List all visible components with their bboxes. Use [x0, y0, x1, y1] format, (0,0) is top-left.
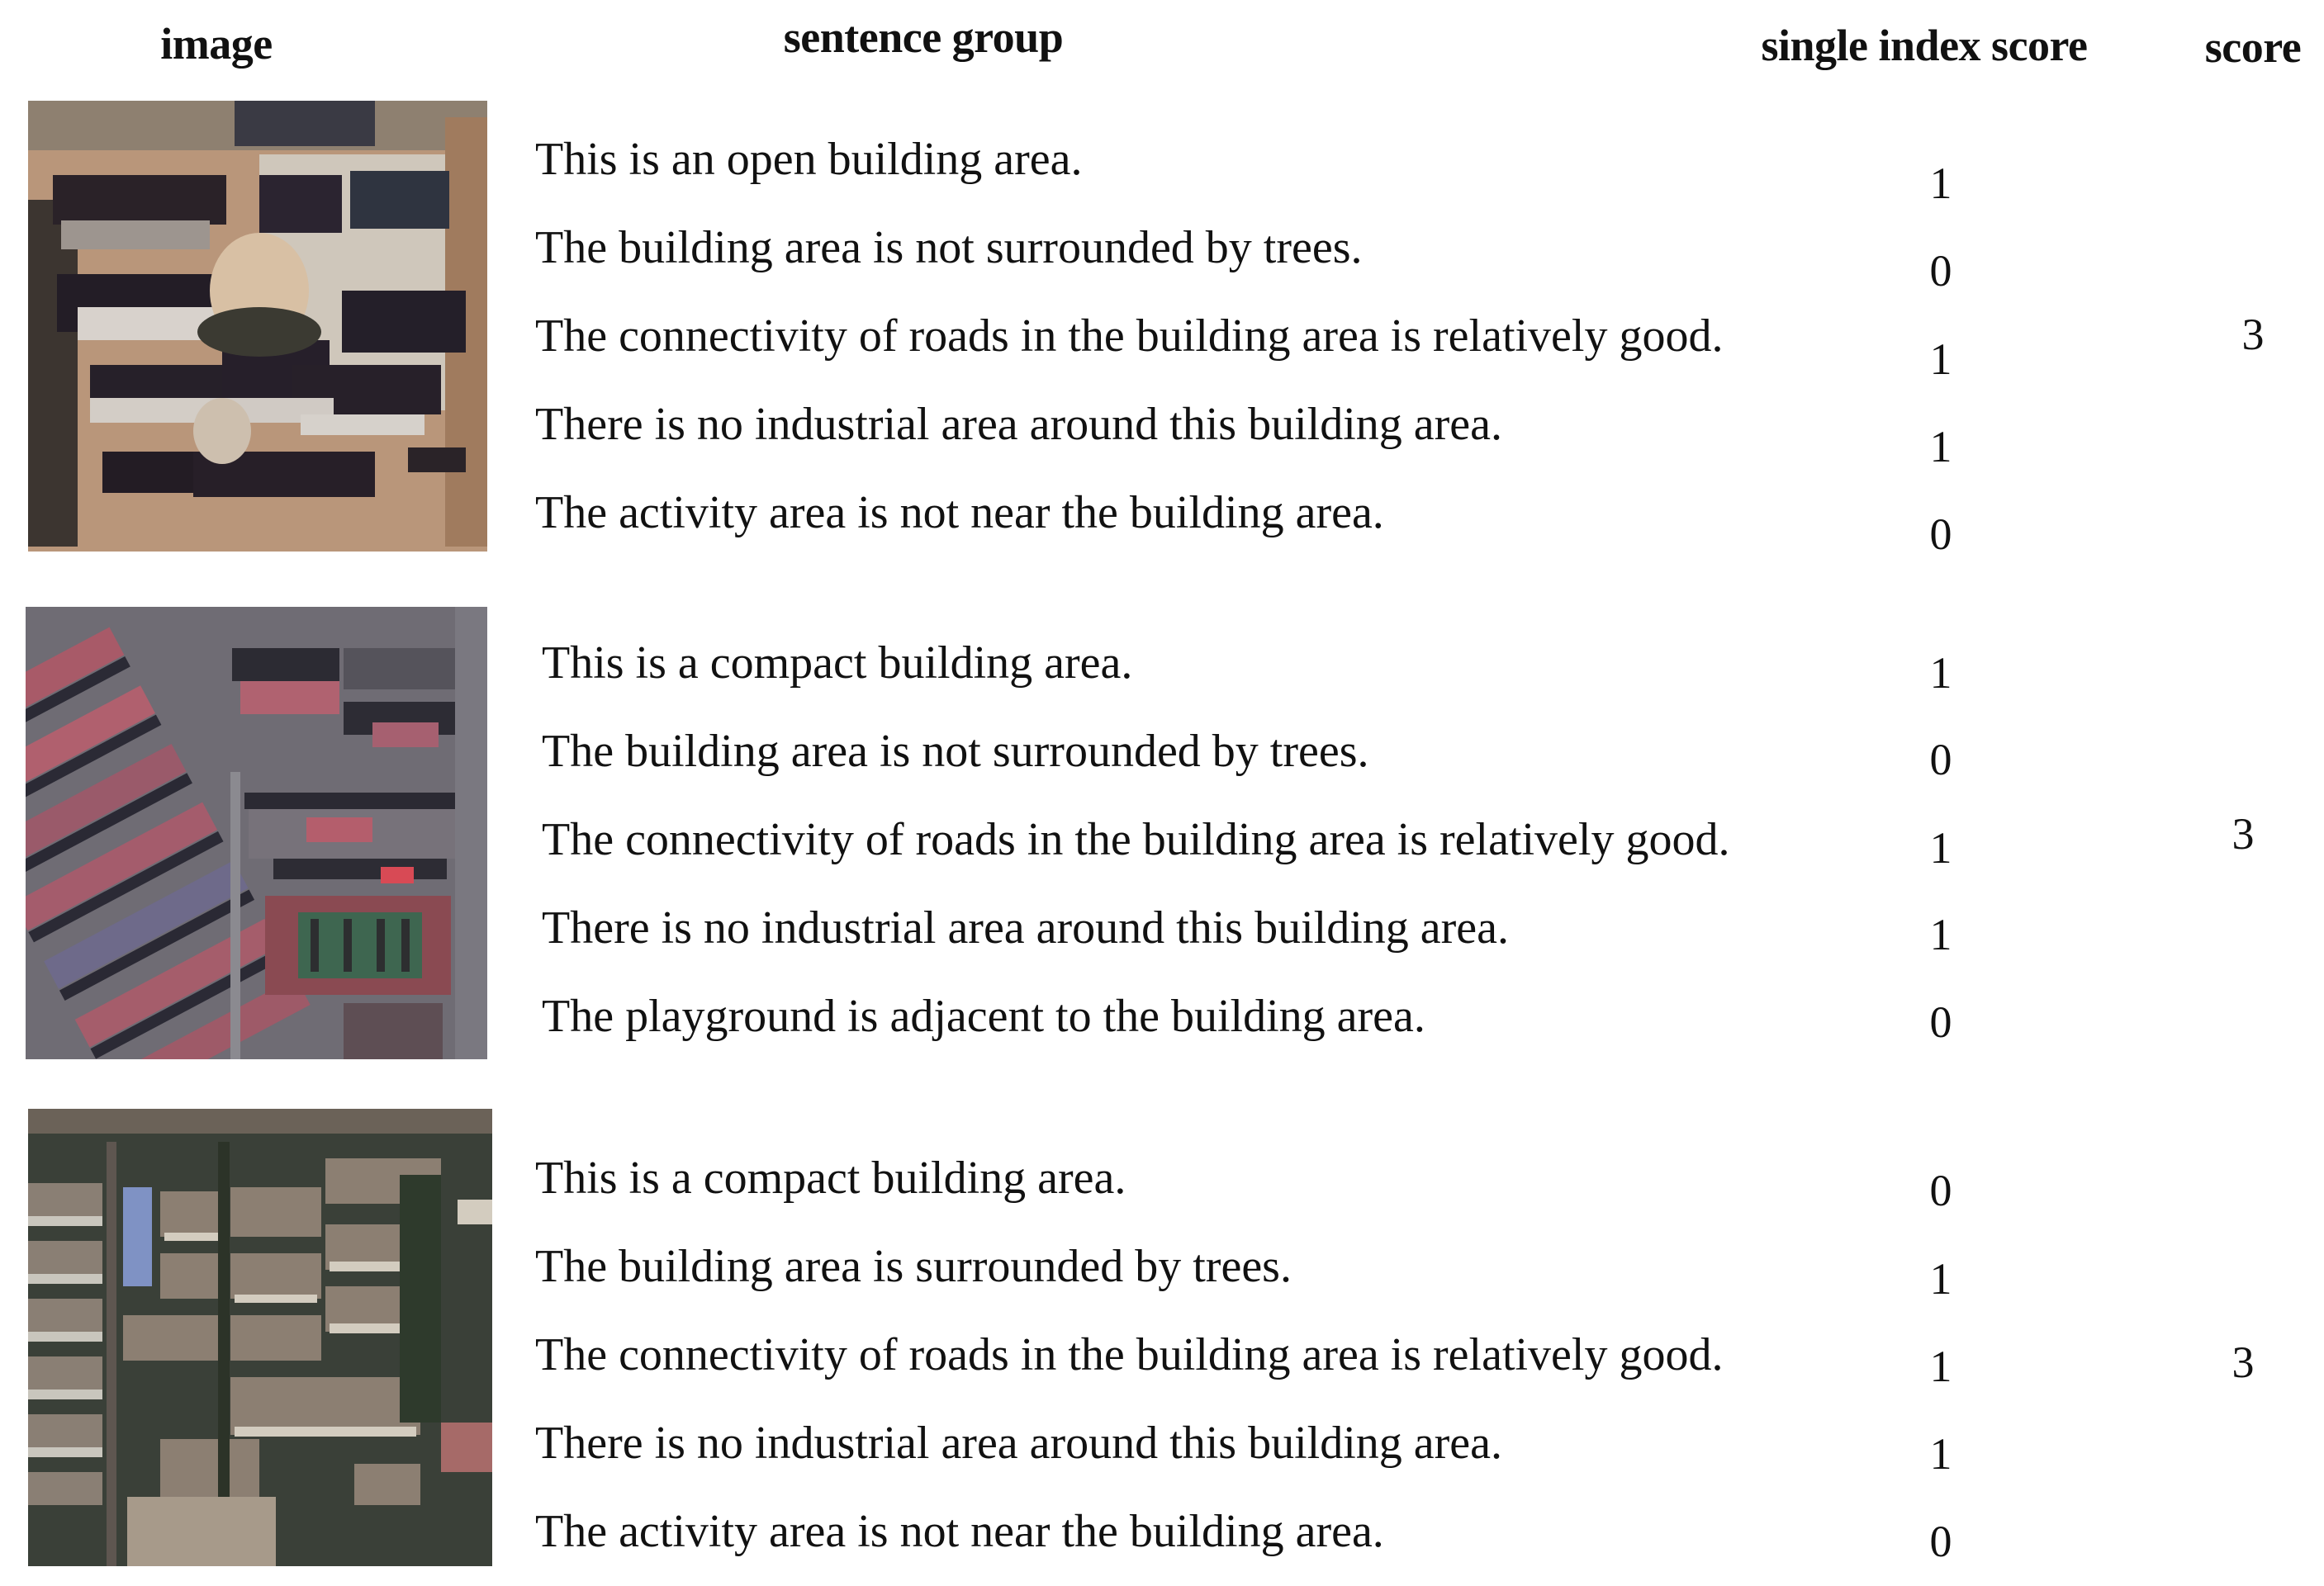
sentence: The connectivity of roads in the building area is relatively good.	[542, 814, 1730, 865]
header-score: score	[2204, 22, 2302, 72]
aerial-image-3	[28, 1109, 492, 1566]
single-index-score: 1	[1929, 910, 1952, 959]
sentence: The connectivity of roads in the building area is relatively good.	[535, 310, 1724, 362]
sentence: The activity area is not near the building area.	[535, 1506, 1384, 1557]
total-score: 3	[2232, 1337, 2255, 1387]
sentence: The playground is adjacent to the building area.	[542, 991, 1425, 1042]
sentence: This is a compact building area.	[542, 637, 1133, 689]
single-index-score: 0	[1929, 509, 1952, 559]
sentence: The activity area is not near the building area.	[535, 487, 1384, 538]
header-image: image	[160, 19, 273, 69]
single-index-score: 1	[1929, 1342, 1952, 1391]
single-index-score: 1	[1929, 1429, 1952, 1479]
sentence: There is no industrial area around this building area.	[535, 399, 1502, 450]
single-index-score: 1	[1929, 422, 1952, 471]
single-index-score: 1	[1929, 334, 1952, 384]
satellite-image-tree-lined-area	[28, 1109, 492, 1566]
sentence: The building area is not surrounded by trees.	[535, 222, 1363, 273]
satellite-image-open-area	[28, 101, 487, 552]
total-score: 3	[2241, 310, 2265, 359]
single-index-score: 0	[1929, 997, 1952, 1047]
sentence: The connectivity of roads in the building area is relatively good.	[535, 1329, 1724, 1380]
single-index-score: 1	[1929, 823, 1952, 873]
satellite-image-compact-area	[26, 607, 487, 1059]
single-index-score: 0	[1929, 246, 1952, 296]
sentence: The building area is not surrounded by trees.	[542, 726, 1369, 777]
single-index-score: 0	[1929, 1166, 1952, 1215]
single-index-score: 0	[1929, 735, 1952, 784]
sentence: There is no industrial area around this building area.	[542, 902, 1509, 954]
header-sentence-group: sentence group	[783, 12, 1064, 62]
sentence: This is a compact building area.	[535, 1153, 1126, 1204]
sentence: This is an open building area.	[535, 134, 1083, 185]
single-index-score: 1	[1929, 159, 1952, 208]
sentence: The building area is surrounded by trees.	[535, 1241, 1292, 1292]
sentence: There is no industrial area around this building area.	[535, 1418, 1502, 1469]
header-single-index-score: single index score	[1761, 21, 2088, 70]
single-index-score: 1	[1929, 648, 1952, 698]
single-index-score: 1	[1929, 1254, 1952, 1304]
single-index-score: 0	[1929, 1517, 1952, 1566]
aerial-image-1	[28, 101, 487, 552]
aerial-image-2	[26, 607, 487, 1059]
total-score: 3	[2232, 809, 2255, 859]
